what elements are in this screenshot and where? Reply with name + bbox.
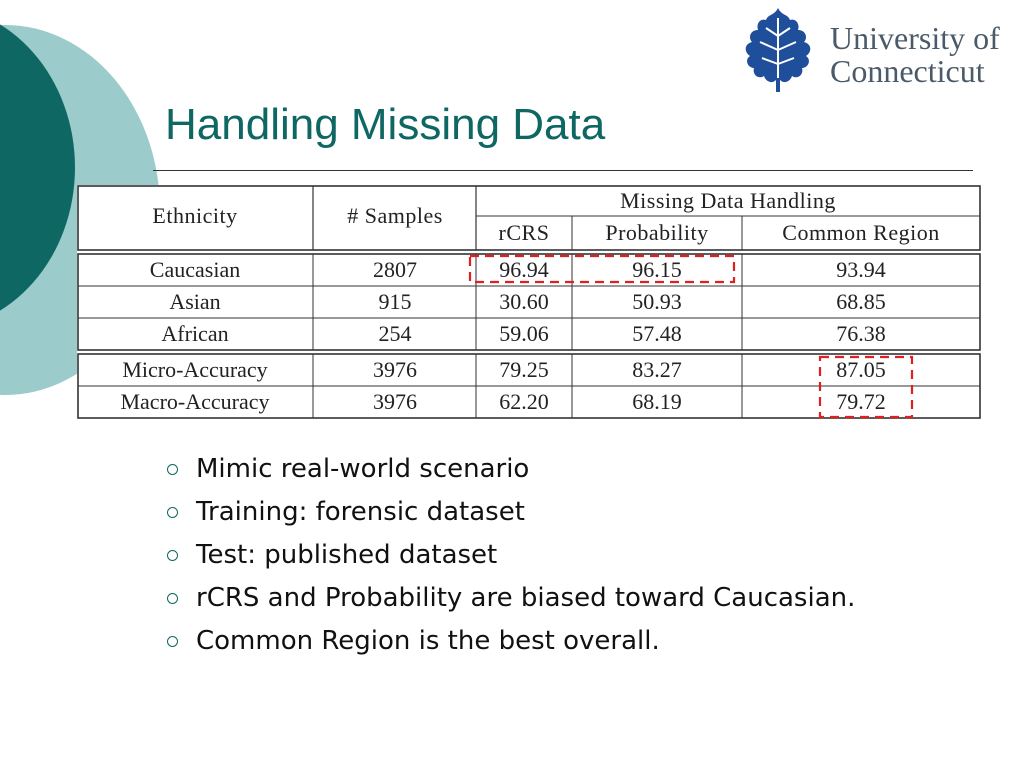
cell-probability: 68.19 (632, 389, 682, 414)
circle-bullet-icon (167, 636, 178, 647)
cell-rcrs: 96.94 (499, 257, 549, 282)
logo-line-2: Connecticut (830, 53, 985, 89)
row-label: Micro-Accuracy (122, 357, 268, 382)
cell-samples: 3976 (373, 389, 417, 414)
header-common-region: Common Region (782, 220, 940, 245)
university-name (830, 22, 1000, 88)
header-missing-data-handling: Missing Data Handling (620, 188, 836, 213)
bullet-text: Training: forensic dataset (196, 497, 525, 527)
cell-probability: 83.27 (632, 357, 682, 382)
cell-samples: 254 (378, 321, 412, 346)
header-probability: Probability (605, 220, 709, 245)
cell-samples: 2807 (373, 257, 417, 282)
logo-line-1: University of (830, 20, 1000, 56)
cell-probability: 57.48 (632, 321, 682, 346)
slide-title: Handling Missing Data (165, 100, 606, 149)
cell-common-region: 93.94 (836, 257, 886, 282)
cell-common-region: 87.05 (836, 357, 886, 382)
bullet-text: Common Region is the best overall. (196, 626, 660, 656)
bullet-text: rCRS and Probability are biased toward Caucasian. (196, 583, 856, 613)
cell-samples: 915 (378, 289, 412, 314)
row-label: African (161, 321, 229, 346)
cell-samples: 3976 (373, 357, 417, 382)
row-label: Macro-Accuracy (120, 389, 270, 414)
header-rcrs: rCRS (498, 220, 550, 245)
title-divider (153, 170, 973, 171)
cell-common-region: 76.38 (836, 321, 886, 346)
header-ethnicity: Ethnicity (152, 203, 238, 228)
cell-rcrs: 62.20 (499, 389, 549, 414)
circle-bullet-icon (167, 593, 178, 604)
bullet-item (160, 534, 855, 577)
bullet-item (160, 577, 855, 620)
circle-bullet-icon (167, 507, 178, 518)
cell-rcrs: 79.25 (499, 357, 549, 382)
bullet-text: Mimic real-world scenario (196, 454, 530, 484)
bullet-item (160, 620, 855, 663)
header-samples: # Samples (347, 203, 443, 228)
circle-bullet-icon (167, 464, 178, 475)
cell-probability: 96.15 (632, 257, 682, 282)
bullet-list (160, 448, 855, 663)
university-logo (736, 6, 1021, 96)
circle-bullet-icon (167, 550, 178, 561)
results-table-svg (77, 185, 982, 420)
cell-common-region: 79.72 (836, 389, 886, 414)
bullet-item (160, 491, 855, 534)
results-table (77, 185, 982, 420)
oak-leaf-icon (736, 6, 820, 94)
bullet-item (160, 448, 855, 491)
cell-probability: 50.93 (632, 289, 682, 314)
cell-rcrs: 30.60 (499, 289, 549, 314)
row-label: Asian (169, 289, 221, 314)
cell-common-region: 68.85 (836, 289, 886, 314)
row-label: Caucasian (149, 257, 241, 282)
cell-rcrs: 59.06 (499, 321, 549, 346)
bullet-text: Test: published dataset (196, 540, 498, 570)
